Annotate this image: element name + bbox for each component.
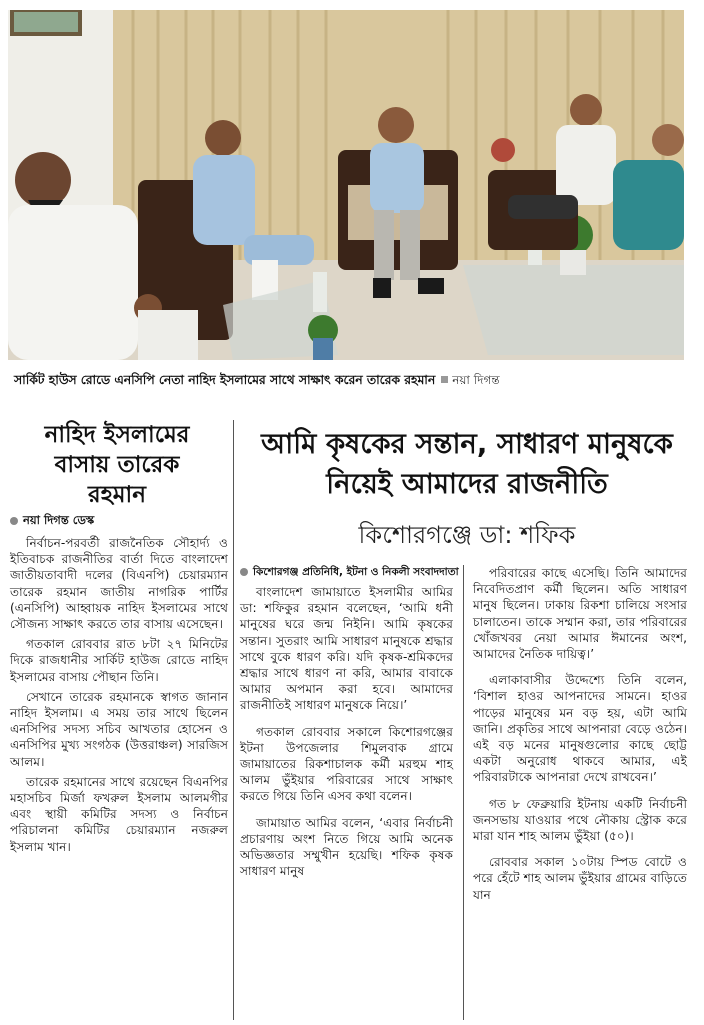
- caption-text: সার্কিট হাউস রোডে এনসিপি নেতা নাহিদ ইসলামের সাথে সাক্ষাৎ করেন তারেক রহমান: [14, 373, 436, 387]
- left-title-line: রহমান: [88, 482, 146, 508]
- paragraph: গত ৮ ফেব্রুয়ারি ইটনায় একটি নির্বাচনী জনসভায় যাওয়ার পথে নৌকায় স্ট্রোক করে মারা যান শাহ আলম ভুঁইয়া (৫০)।: [473, 796, 687, 844]
- bullet-dot-icon: [10, 517, 18, 525]
- paragraph: বাংলাদেশ জামায়াতে ইসলামীর আমির ডা: শফিকুর রহমান বলেছেন, ‘আমি ধনী মানুষের ঘরে জন্ম নিইনি। আমি কৃষকের সন্তান। সুতরাং আমি সাধারণ মানুষকে শ্রদ্ধার সাথে বুকে ধারণ করি। যদি কৃষক-শ্রমিকদের শ্রদ্ধার সাথে ধারণ না করি, আমার বাবাকে আমার অপমান করা হবে। আমাদের রাজনীতিই সাধারণ মানুষকে নিয়ে।’: [240, 585, 453, 713]
- left-title-line: নাহিদ ইসলামের: [44, 422, 190, 448]
- main-headline: [240, 424, 694, 504]
- headline-line: নিয়েই আমাদের রাজনীতি: [326, 468, 608, 500]
- main-article-column-2: [473, 565, 687, 913]
- column-divider: [233, 420, 234, 1020]
- caption-source: নয়া দিগন্ত: [452, 373, 500, 387]
- main-article-column-1: [240, 565, 459, 889]
- headline-line: আমি কৃষকের সন্তান, সাধারণ মানুষকে: [261, 428, 673, 460]
- square-bullet-icon: [441, 376, 448, 383]
- paragraph: তারেক রহমানের সাথে রয়েছেন বিএনপির মহাসচিব মির্জা ফখরুল ইসলাম আলমগীর এবং স্থায়ী কমিটির সদস্য ও নির্বাচন পরিচালনা কমিটির চেয়ারম্যান নজরুল ইসলাম খান।: [10, 774, 228, 854]
- main-subhead: কিশোরগঞ্জে ডা: শফিক: [358, 521, 576, 549]
- left-byline: [10, 512, 228, 531]
- bullet-dot-icon: [240, 568, 248, 576]
- byline-text: কিশোরগঞ্জ প্রতিনিধি, ইটনা ও নিকলী সংবাদদাতা: [253, 566, 459, 578]
- paragraph: সেখানে তারেক রহমানকে স্বাগত জানান নাহিদ ইসলাম। এ সময় তার সাথে ছিলেন এনসিপির সদস্য সচিব আখতার হোসেন ও এনসিপির মুখ্য সংগঠক (উত্তরাঞ্চল) সারজিস আলম।: [10, 689, 228, 769]
- paragraph: এলাকাবাসীর উদ্দেশ্যে তিনি বলেন, ‘বিশাল হাওর আপনাদের সামনে। হাওর পাড়ের মানুষের মন বড় হয়, এটা আমি জানি। প্রকৃতির সাথে আপনারা বেড়ে ওঠেন। এই বড় মনের মানুষগুলোর কাছে ছোট্ট একটা অনুরোধ থাকবে আমার, এই পরিবারটাকে আপনারা দেখে রাখবেন।’: [473, 673, 687, 785]
- left-article-title: [10, 420, 224, 510]
- photo-caption: [14, 372, 694, 392]
- paragraph: গতকাল রোববার সকালে কিশোরগঞ্জের ইটনা উপজেলার শিমুলবাক গ্রামে জামায়াতের রিকশাচালক কর্মী মরহুম শাহ আলম ভুঁইয়ার পরিবারের সাথে সাক্ষাৎ করতে গিয়ে তিনি এসব কথা বলেন।: [240, 724, 453, 804]
- main-byline: [240, 565, 459, 582]
- byline-text: নয়া দিগন্ত ডেস্ক: [23, 513, 95, 527]
- left-title-line: বাসায় তারেক: [54, 452, 180, 478]
- left-article-body: [10, 512, 228, 855]
- news-photo: [8, 10, 684, 360]
- column-divider: [463, 565, 464, 1020]
- paragraph: গতকাল রোববার রাত ৮টা ২৭ মিনিটের দিকে রাজধানীর সার্কিট হাউজ রোডে নাহিদ ইসলামের বাসায় পৌছান তিনি।: [10, 637, 228, 684]
- paragraph: রোববার সকাল ১০টায় স্পিড বোটে ও পরে হেঁটে শাহ আলম ভুঁইয়ার গ্রামের বাড়িতে যান: [473, 855, 687, 902]
- paragraph: পরিবারের কাছে এসেছি। তিনি আমাদের নিবেদিতপ্রাণ কর্মী ছিলেন। অতি সাধারণ মানুষ ছিলেন। ঢাকায় রিকশা চালিয়ে সংসার চালাতেন। তাকে সম্মান করা, তার পরিবারের খোঁজখবর নেয়া আমার ঈমানের অংশ, আমাদের নৈতিক দায়িত্ব।’: [473, 566, 687, 662]
- paragraph: জামায়াত আমির বলেন, ‘এবার নির্বাচনী প্রচারণায় অংশ নিতে গিয়ে আমি অনেক অভিজ্ঞতার সম্মুখীন হয়েছি। শফিক কৃষক সাধারণ মানুষ: [240, 815, 453, 879]
- paragraph: নির্বাচন-পরবর্তী রাজনৈতিক সৌহার্দ্য ও ইতিবাচক রাজনীতির বার্তা দিতে বাংলাদেশ জাতীয়তাবাদী দলের (বিএনপি) চেয়ারম্যান তারেক রহমান জাতীয় নাগরিক পার্টির (এনসিপি) আহ্বায়ক নাহিদ ইসলামের সাথে সৌজন্য সাক্ষাৎ করতে তার বাসায় এসেছেন।: [10, 536, 228, 632]
